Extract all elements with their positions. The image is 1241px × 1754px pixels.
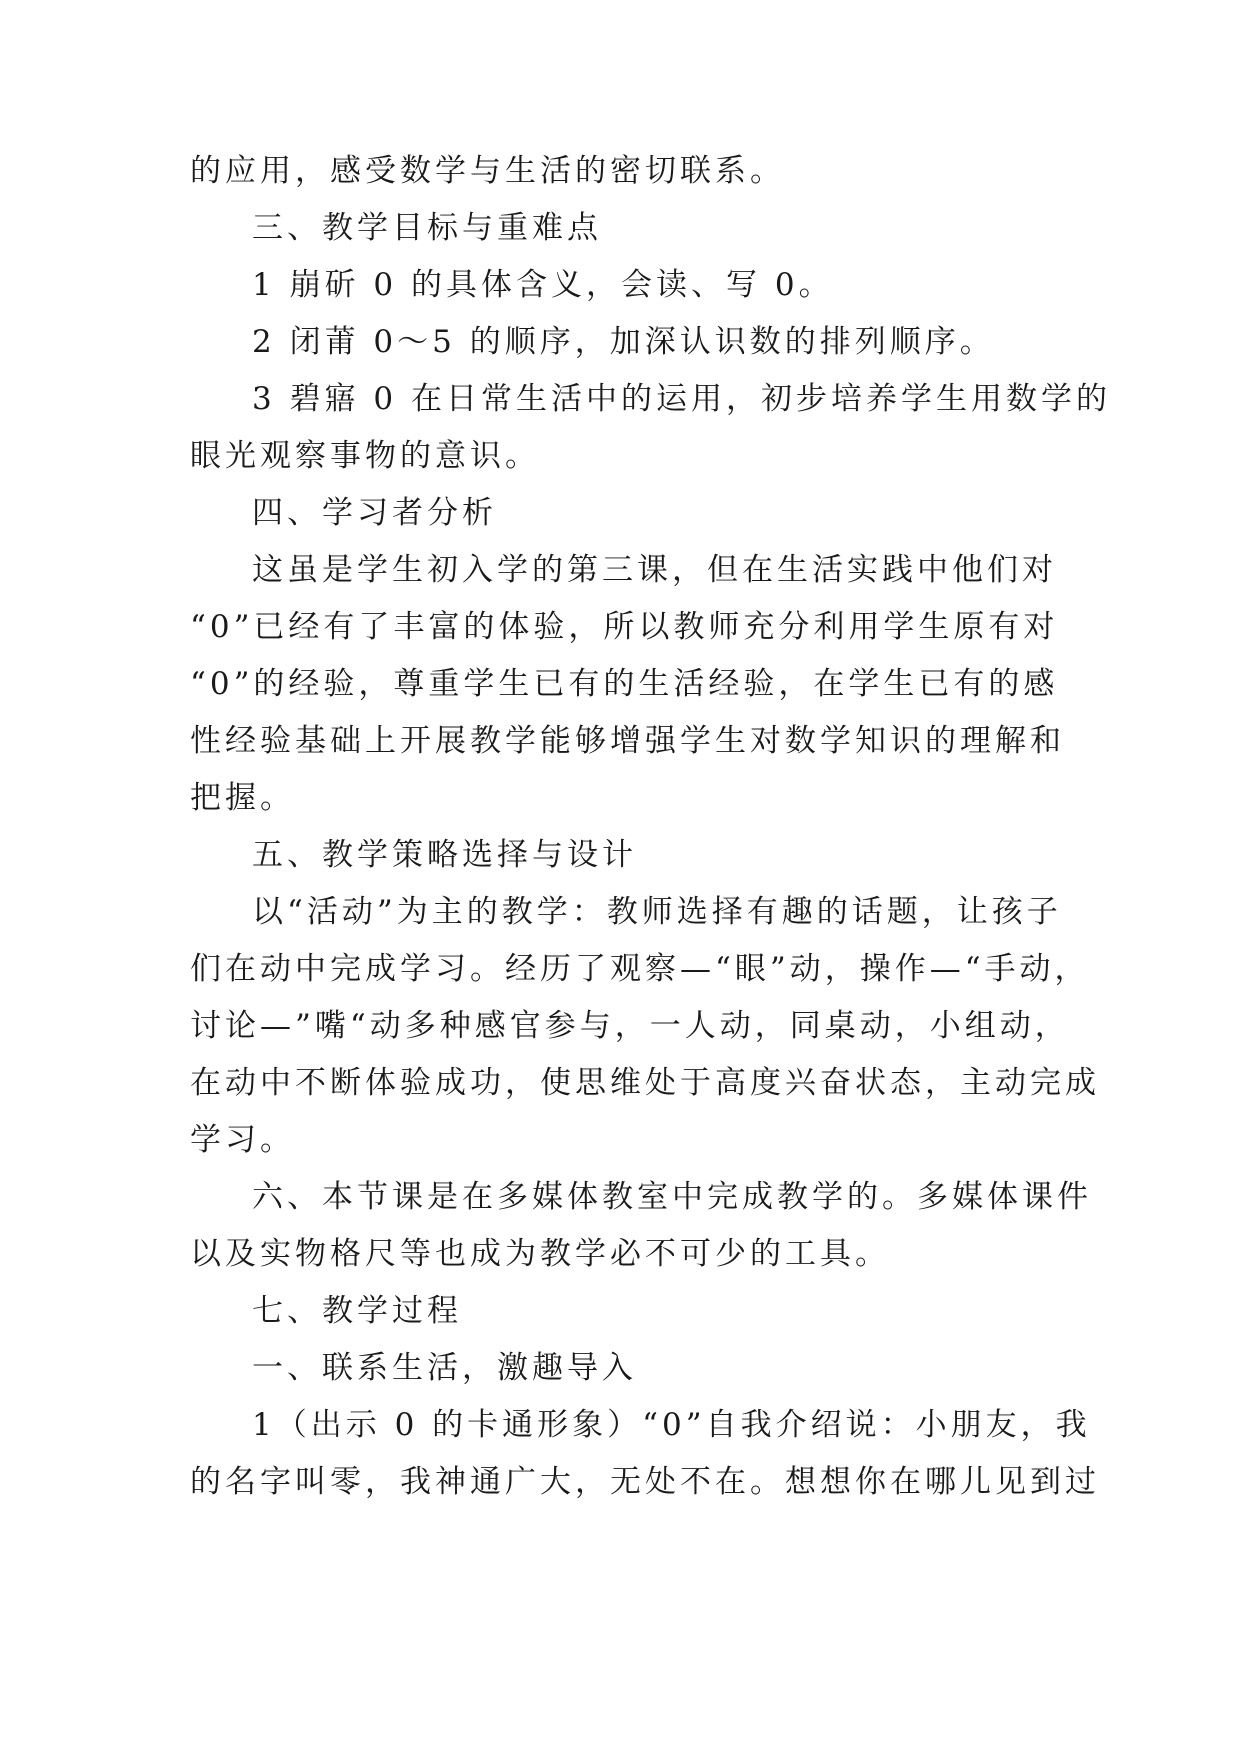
list-item: 1 崩斫 0 的具体含义，会读、写 0。 xyxy=(252,267,834,303)
body-line: 的应用，感受数学与生活的密切联系。 xyxy=(190,153,785,189)
paragraph-line: 以“活动”为主的教学：教师选择有趣的话题，让孩子 xyxy=(252,894,1062,930)
body-line: 在动中不断体验成功，使思维处于高度兴奋状态，主动完成 xyxy=(190,1065,1100,1101)
list-item: 2 闭莆 0～5 的顺序，加深认识数的排列顺序。 xyxy=(252,324,995,360)
paragraph-line: 这虽是学生初入学的第三课，但在生活实践中他们对 xyxy=(252,552,1057,588)
section-heading: 六、本节课是在多媒体教室中完成教学的。多媒体课件 xyxy=(252,1179,1092,1215)
body-line: “0”的经验，尊重学生已有的生活经验，在学生已有的感 xyxy=(190,666,1059,702)
body-line: “0”已经有了丰富的体验，所以教师充分利用学生原有对 xyxy=(190,609,1059,645)
section-heading: 四、学习者分析 xyxy=(252,495,497,531)
body-line: 学习。 xyxy=(190,1122,295,1158)
section-heading: 七、教学过程 xyxy=(252,1293,462,1329)
body-line: 性经验基础上开展教学能够增强学生对数学知识的理解和 xyxy=(190,723,1065,759)
body-line: 讨论—”嘴“动多种感官参与，一人动，同桌动，小组动， xyxy=(190,1008,1070,1044)
paragraph-line: 1（出示 0 的卡通形象）“0”自我介绍说：小朋友，我 xyxy=(252,1407,1091,1443)
section-heading: 三、教学目标与重难点 xyxy=(252,210,602,246)
body-line: 把握。 xyxy=(190,780,295,816)
body-line: 以及实物格尺等也成为教学必不可少的工具。 xyxy=(190,1236,890,1272)
sub-heading: 一、联系生活，激趣导入 xyxy=(252,1350,637,1386)
body-line: 的名字叫零，我神通广大，无处不在。想想你在哪儿见到过 xyxy=(190,1464,1100,1500)
section-heading: 五、教学策略选择与设计 xyxy=(252,837,637,873)
list-item: 3 碧寤 0 在日常生活中的运用，初步培养学生用数学的 xyxy=(252,381,1112,417)
body-line: 眼光观察事物的意识。 xyxy=(190,438,540,474)
body-line: 们在动中完成学习。经历了观察—“眼”动，操作—“手动， xyxy=(190,951,1090,987)
